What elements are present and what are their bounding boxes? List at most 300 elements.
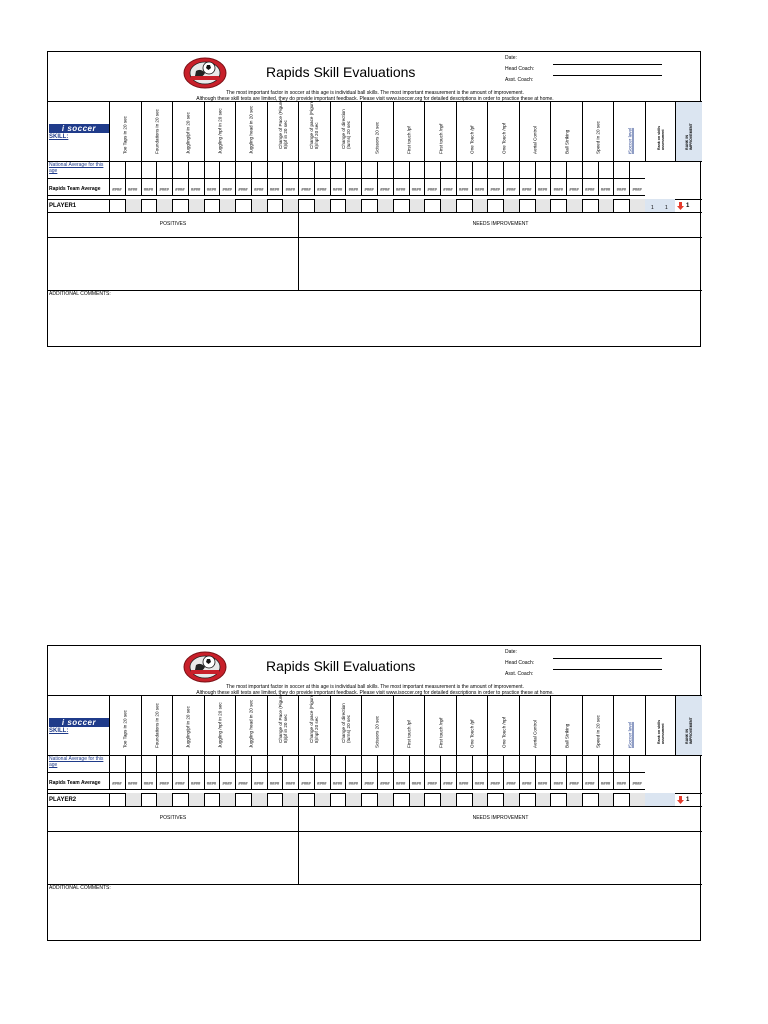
score-cell[interactable] [282,199,298,212]
score-cell[interactable] [456,793,472,806]
team-average-cell: #### [317,781,327,786]
score-cell[interactable] [204,199,220,212]
score-cell[interactable] [629,199,645,212]
score-cell[interactable] [440,199,456,212]
score-cell[interactable] [282,793,298,806]
cell-divider [125,755,126,789]
skill-header [172,102,204,162]
cell-divider [219,161,220,195]
cell-divider [598,161,599,195]
score-cell[interactable] [235,793,251,806]
skill-header[interactable] [613,696,645,756]
divider [48,831,702,832]
team-average-cell: #### [537,781,548,786]
skill-header [519,696,551,756]
cell-divider [282,161,283,195]
team-average-cell: #### [112,187,122,192]
skill-header-label: Foundations in 20 sec [154,703,160,748]
cell-divider [409,161,410,195]
skill-header-label: Change of Pace (Figure 8)/pf in 20 sec [277,100,288,149]
score-cell[interactable] [424,199,440,212]
skill-header [424,102,456,162]
team-average-cell: #### [585,781,595,786]
cell-divider [251,755,252,789]
team-average-cell: #### [364,187,374,192]
score-cell[interactable] [456,199,472,212]
team-average-cell: #### [254,781,264,786]
score-cell[interactable] [172,793,188,806]
cell-divider [440,755,441,789]
score-cell[interactable] [267,793,283,806]
skill-header-label: Change of Pace (Figure 8)/pf in 20 sec [277,694,288,743]
rank-improvement-value: 1 [686,203,690,209]
team-average-cell: #### [395,187,406,192]
additional-comments-label: ADDITIONAL COMMENTS: [49,291,111,297]
team-average-cell: #### [459,781,469,786]
team-average-cell: #### [254,187,264,192]
score-cell[interactable] [487,793,503,806]
team-average-cell: #### [175,781,185,786]
team-average-cell: #### [459,187,469,192]
score-cell[interactable] [535,793,551,806]
cell-divider [440,161,441,195]
score-cell[interactable] [613,793,629,806]
divider [48,290,702,291]
score-cell[interactable] [598,199,614,212]
skill-header [550,102,582,162]
divider [48,772,645,773]
score-cell[interactable] [251,793,267,806]
skill-header [519,102,551,162]
team-average-cell: #### [206,187,217,192]
score-cell[interactable] [330,793,346,806]
rank-skills-header: Rank on skills assessment [645,696,675,756]
team-average-cell: #### [616,187,626,192]
team-average-cell: #### [175,187,185,192]
score-cell[interactable] [330,199,346,212]
team-average-cell: #### [127,187,138,192]
cell-divider [598,755,599,789]
cell-divider [314,161,315,195]
team-average-cell: #### [443,187,453,192]
skill-header-label: Toe Taps in 20 sec [122,116,128,154]
team-average-cell: #### [600,781,611,786]
skill-header [267,102,299,162]
team-average-cell: #### [285,187,295,192]
team-average-cell: #### [112,781,122,786]
team-average-cell: #### [506,187,516,192]
cell-divider [472,755,473,789]
cell-divider [393,161,394,195]
asst-coach-label: Asst. Coach: [505,77,534,83]
evaluation-sheet-1 [47,51,701,347]
down-arrow-icon [677,202,684,210]
team-average-cell: #### [522,781,532,786]
score-cell[interactable] [377,793,393,806]
score-cell[interactable] [582,199,598,212]
skill-header-label: Juggling /npf in 20 sec [217,108,223,154]
team-average-cell: #### [490,187,500,192]
team-average-cell: #### [222,781,232,786]
score-cell[interactable] [472,793,488,806]
score-cell[interactable] [519,793,535,806]
player-name: PLAYER2 [49,797,77,803]
team-average-cell: #### [474,781,485,786]
score-cell[interactable] [598,793,614,806]
team-average-cell: #### [269,187,280,192]
down-arrow-icon [677,796,684,804]
score-cell[interactable] [613,199,629,212]
cell-divider [519,161,520,195]
score-cell[interactable] [314,199,330,212]
team-average-cell: #### [443,781,453,786]
cell-divider [472,161,473,195]
skill-header [172,696,204,756]
score-cell[interactable] [535,199,551,212]
skill-header [582,696,614,756]
team-average-cell: #### [616,781,626,786]
score-cell[interactable] [204,793,220,806]
rank-improvement-value: 1 [686,797,690,803]
team-average-cell: #### [411,187,422,192]
team-average-label: Rapids Team Average [49,780,101,786]
cell-divider [361,755,362,789]
team-average-cell: #### [427,187,437,192]
score-cell[interactable] [424,793,440,806]
score-cell[interactable] [345,199,361,212]
national-average-label: National Average for this age [49,756,104,768]
skill-header-label: Change of pace (Figure 8)/npf 20 sec [309,100,320,149]
score-cell[interactable] [219,793,235,806]
cell-divider [235,161,236,195]
score-cell[interactable] [251,199,267,212]
score-cell[interactable] [109,199,125,212]
cell-divider [503,755,504,789]
cell-divider [535,755,536,789]
skill-header-label: One Touch /pf [469,719,475,748]
score-cell[interactable] [172,199,188,212]
team-average-cell: #### [348,781,358,786]
skill-label: SKILL: [49,728,69,734]
rank-skills-header: Rank on skills assessment [645,102,675,162]
skill-header [393,696,425,756]
rank-improvement-header: RANK IN IMPROVEMENT [675,696,702,756]
divider [48,806,702,807]
divider [48,755,702,756]
skill-header-label: iSoccer level [627,721,633,748]
note-2: Although these skill tests are limited, they do provide important feedback. Please visit www.isoccer.org for detailed descriptions in order to practice these at home. [196,690,554,696]
team-average-cell: #### [143,781,154,786]
evaluation-sheet-2 [47,645,701,941]
team-average-cell: #### [159,187,169,192]
date-line [553,658,662,659]
score-cell[interactable] [393,793,409,806]
skill-header [141,102,173,162]
rank-improvement-header: RANK IN IMPROVEMENT [675,102,702,162]
skill-header [361,696,393,756]
cell-divider [424,755,425,789]
cell-divider [582,161,583,195]
score-cell[interactable] [503,199,519,212]
score-cell[interactable] [519,199,535,212]
skill-header-label: Scissors 20 sec [374,715,380,748]
team-average-cell: #### [143,187,154,192]
team-average-cell: #### [569,781,579,786]
team-average-cell: #### [474,187,485,192]
divider [298,806,299,884]
score-cell[interactable] [361,199,377,212]
cell-divider [424,161,425,195]
date-label: Date: [505,55,517,61]
score-cell[interactable] [550,199,566,212]
skill-header [456,102,488,162]
cell-divider [550,755,551,789]
rank-cell-bg [645,793,675,806]
skill-header-label: One Touch /pf [469,125,475,154]
skill-header-label: Change of pace (Figure 8)/npf 20 sec [309,694,320,743]
cell-divider [314,755,315,789]
cell-divider [156,161,157,195]
skill-header-label: Speed in 20 sec [595,121,601,154]
score-cell[interactable] [361,793,377,806]
cell-divider [393,755,394,789]
skill-header-label: Juggling/pf in 20 sec [185,706,191,748]
score-cell[interactable] [582,793,598,806]
team-average-cell: #### [332,187,343,192]
team-average-cell: #### [301,187,311,192]
skill-label: SKILL: [49,134,69,140]
cell-divider [188,755,189,789]
cell-divider [566,161,567,195]
score-cell[interactable] [503,793,519,806]
score-cell[interactable] [188,793,204,806]
score-cell[interactable] [377,199,393,212]
skill-header-label: Aerial Control [532,720,538,748]
cell-divider [487,161,488,195]
cell-divider [613,161,614,195]
team-average-cell: #### [632,187,642,192]
cell-divider [109,161,110,195]
cell-divider [550,161,551,195]
team-average-cell: #### [301,781,311,786]
team-average-cell: #### [269,781,280,786]
skill-header-label: Juggling /npf in 20 sec [217,702,223,748]
score-cell[interactable] [393,199,409,212]
cell-divider [204,755,205,789]
cell-divider [141,755,142,789]
skill-header-label: One Touch /npf [501,122,507,154]
cell-divider [219,755,220,789]
skill-header-label: One Touch /npf [501,716,507,748]
score-cell[interactable] [472,199,488,212]
needs-improvement-label: NEEDS IMPROVEMENT [472,221,529,227]
team-average-cell: #### [348,187,358,192]
cell-divider [330,161,331,195]
team-average-cell: #### [238,187,248,192]
skill-header-label: Juggling head in 20 sec [248,105,254,154]
score-cell[interactable] [550,793,566,806]
team-average-cell: #### [206,781,217,786]
score-cell[interactable] [566,793,582,806]
team-average-cell: #### [490,781,500,786]
team-average-cell: #### [317,187,327,192]
skill-header-label: First touch /npf [438,123,444,154]
score-cell[interactable] [219,199,235,212]
score-cell[interactable] [314,793,330,806]
score-cell[interactable] [125,199,141,212]
needs-improvement-label: NEEDS IMPROVEMENT [472,815,529,821]
score-cell[interactable] [487,199,503,212]
cell-divider [519,755,520,789]
date-line [553,64,662,65]
page-title: Rapids Skill Evaluations [266,658,416,674]
head-coach-label: Head Coach: [505,660,535,666]
score-cell[interactable] [141,199,157,212]
skill-header-label: Ball Striking [564,129,570,154]
note-2: Although these skill tests are limited, they do provide important feedback. Please visit www.isoccer.org for detailed descriptions in order to practice these at home. [196,96,554,102]
skill-header [424,696,456,756]
score-cell[interactable] [267,199,283,212]
team-average-cell: #### [411,781,422,786]
score-cell[interactable] [566,199,582,212]
skill-header-label: Change of direction (turns) 20 sec [340,703,351,743]
team-average-cell: #### [506,781,516,786]
team-average-cell: #### [222,187,232,192]
skill-header-label: Ball Striking [564,723,570,748]
cell-divider [282,755,283,789]
team-average-label: Rapids Team Average [49,186,101,192]
skill-header [204,696,236,756]
score-cell[interactable] [156,793,172,806]
skill-header-label: First touch /npf [438,717,444,748]
cell-divider [377,755,378,789]
rank-skills-value: 1 [651,205,654,211]
isoccer-logo: i soccer [49,124,109,133]
cell-divider [298,755,299,789]
score-cell[interactable] [188,199,204,212]
skills-header [48,695,702,756]
score-cell[interactable] [409,793,425,806]
team-average-cell: #### [159,781,169,786]
isoccer-logo: i soccer [49,718,109,727]
skill-header-label: First touch /pf [406,720,412,748]
cell-divider [204,161,205,195]
divider [48,212,702,213]
rank-mid-value: 1 [665,205,668,211]
team-average-cell: #### [553,187,563,192]
team-average-cell: #### [553,781,563,786]
team-average-cell: #### [537,187,548,192]
team-average-cell: #### [632,781,642,786]
skill-header-label: Foundations in 20 sec [154,109,160,154]
team-average-cell: #### [191,187,201,192]
skill-header [582,102,614,162]
skill-header [456,696,488,756]
score-cell[interactable] [125,793,141,806]
cell-divider [487,755,488,789]
divider [48,237,702,238]
cell-divider [109,755,110,789]
divider [48,161,702,162]
cell-divider [345,755,346,789]
cell-divider [141,161,142,195]
asst-coach-label: Asst. Coach: [505,671,534,677]
score-cell[interactable] [141,793,157,806]
score-cell[interactable] [440,793,456,806]
skill-header [330,696,362,756]
skill-header [204,102,236,162]
skill-header [487,696,519,756]
score-cell[interactable] [298,199,314,212]
skill-header-label: First touch /pf [406,126,412,154]
club-logo [183,651,227,683]
team-average-cell: #### [380,187,390,192]
cell-divider [503,161,504,195]
skills-header [48,101,702,162]
skill-header-label: Change of direction (turns) 20 sec [340,109,351,149]
cell-divider [267,755,268,789]
skill-header-label: Toe Taps in 20 sec [122,710,128,748]
cell-divider [566,755,567,789]
cell-divider [613,755,614,789]
score-cell[interactable] [109,793,125,806]
cell-divider [456,755,457,789]
team-average-cell: #### [522,187,532,192]
page-title: Rapids Skill Evaluations [266,64,416,80]
score-cell[interactable] [156,199,172,212]
skill-header-label: Scissors 20 sec [374,121,380,154]
skill-header [298,696,330,756]
skill-header-label: Juggling head in 20 sec [248,699,254,748]
skill-header[interactable] [613,102,645,162]
cell-divider [361,161,362,195]
cell-divider [456,161,457,195]
cell-divider [330,755,331,789]
score-cell[interactable] [298,793,314,806]
positives-label: POSITIVES [159,221,187,227]
skill-header [235,696,267,756]
team-average-cell: #### [191,781,201,786]
head-coach-label: Head Coach: [505,66,535,72]
skill-header [330,102,362,162]
skill-header [361,102,393,162]
cell-divider [298,161,299,195]
score-cell[interactable] [409,199,425,212]
team-average-cell: #### [380,781,390,786]
team-average-cell: #### [285,781,295,786]
score-cell[interactable] [629,793,645,806]
skill-header-label: Speed in 20 sec [595,715,601,748]
divider [298,212,299,290]
skill-header [487,102,519,162]
national-average-label: National Average for this age [49,162,104,174]
cell-divider [267,161,268,195]
cell-divider [172,161,173,195]
divider [48,884,702,885]
skill-header [109,696,141,756]
score-cell[interactable] [235,199,251,212]
player-name: PLAYER1 [49,203,77,209]
cell-divider [251,161,252,195]
team-average-cell: #### [395,781,406,786]
cell-divider [409,755,410,789]
score-cell[interactable] [345,793,361,806]
rank-cell-bg [645,199,675,212]
note-1: The most important factor in soccer at this age is individual ball skills. The most important measurement is the amount of improvement. [226,684,524,690]
cell-divider [582,755,583,789]
skill-header-label: Juggling/pf in 20 sec [185,112,191,154]
team-average-cell: #### [127,781,138,786]
